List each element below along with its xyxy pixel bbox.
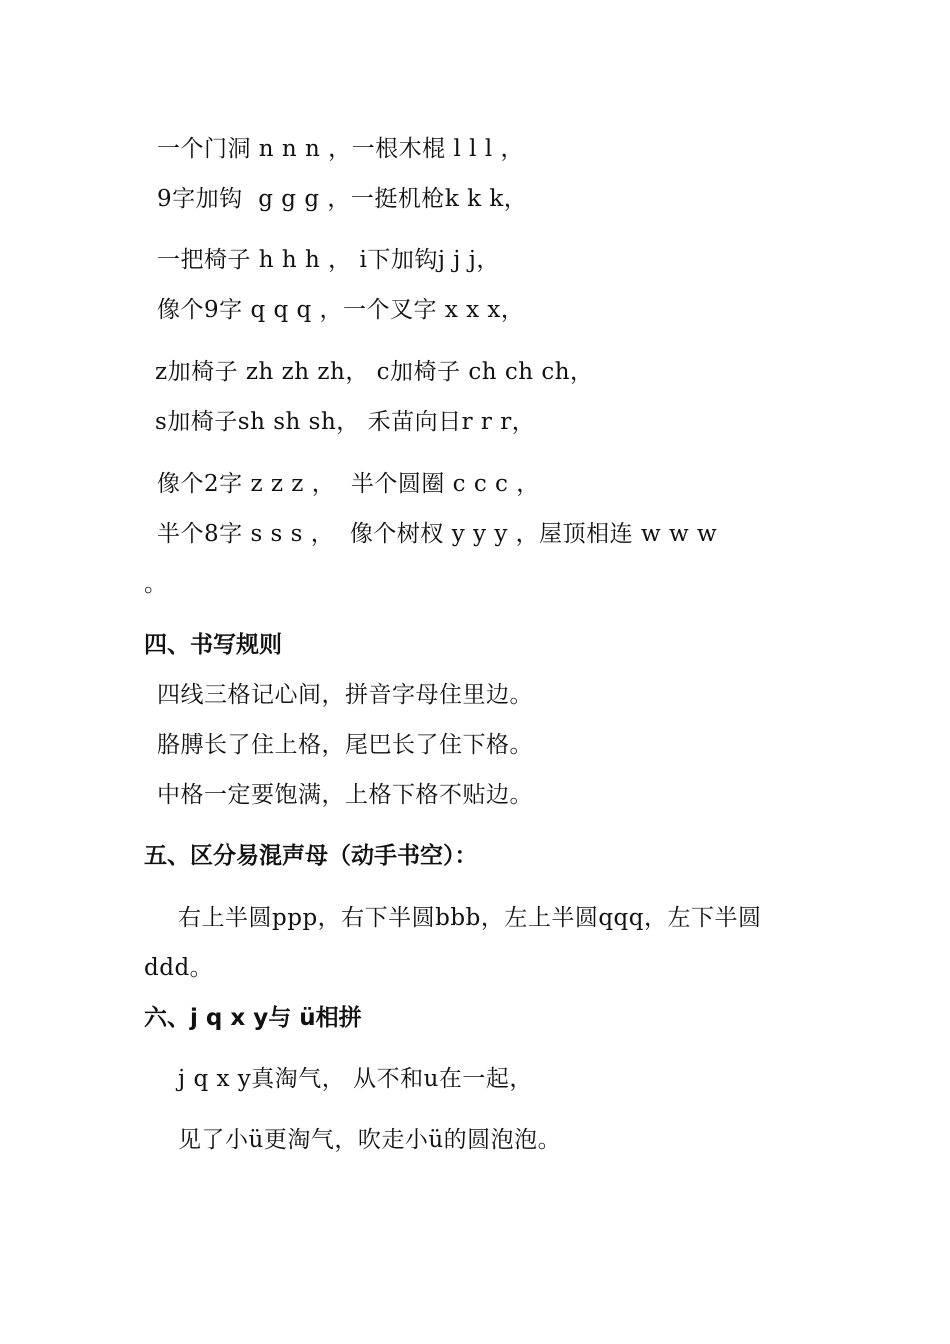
section-4-line-1: 四线三格记心间，拼音字母住里边。 bbox=[157, 682, 533, 708]
rhyme-line-3: 一把椅子 h h h ， i下加钩j j j， bbox=[157, 247, 500, 273]
rhyme-line-8: 半个8字 s s s ， 像个树杈 y y y ，屋顶相连 w w w bbox=[157, 521, 718, 547]
rhyme-line-2: 9字加钩 g g g ，一挺机枪k k k， bbox=[157, 186, 528, 212]
section-6-heading: 六、j q x y与 ü相拼 bbox=[144, 1005, 362, 1031]
section-6-line-2: 见了小ü更淘气，吹走小ü的圆泡泡。 bbox=[178, 1127, 562, 1153]
rhyme-line-end: 。 bbox=[144, 571, 168, 597]
section-5-line-1: 右上半圆ppp，右下半圆bbb，左上半圆qqq，左下半圆 bbox=[178, 905, 762, 931]
section-4-line-3: 中格一定要饱满，上格下格不贴边。 bbox=[157, 782, 533, 808]
rhyme-line-1: 一个门洞 n n n ，一根木棍 l l l ， bbox=[157, 136, 524, 162]
rhyme-line-5: z加椅子 zh zh zh， c加椅子 ch ch ch， bbox=[155, 359, 594, 385]
section-4-heading: 四、书写规则 bbox=[144, 632, 282, 658]
rhyme-line-4: 像个9字 q q q ，一个叉字 x x x， bbox=[157, 297, 525, 323]
section-5-heading: 五、区分易混声母（动手书空）： bbox=[144, 843, 478, 869]
section-4-line-2: 胳膊长了住上格，尾巴长了住下格。 bbox=[157, 732, 533, 758]
rhyme-line-7: 像个2字 z z z ， 半个圆圈 c c c ， bbox=[157, 471, 540, 497]
section-5-line-2: ddd。 bbox=[144, 955, 214, 981]
rhyme-line-6: s加椅子sh sh sh， 禾苗向日r r r， bbox=[155, 409, 536, 435]
section-6-line-1: j q x y真淘气， 从不和u在一起， bbox=[178, 1066, 533, 1092]
